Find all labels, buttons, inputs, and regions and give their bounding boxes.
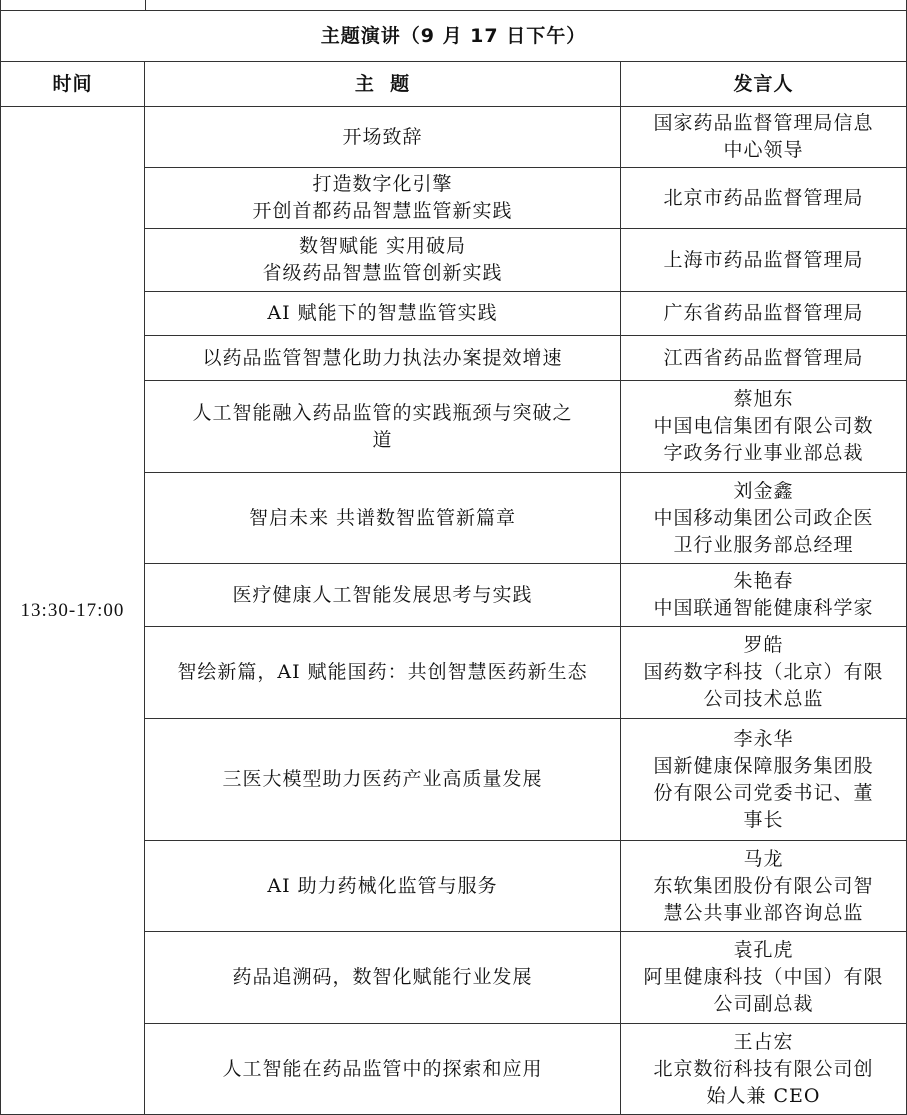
topic-cell — [145, 336, 621, 381]
speaker-name: 国家药品监督管理局信息 — [653, 112, 874, 134]
speaker-name: 袁孔虎 — [733, 939, 794, 961]
time-slot: 13:30-17:00 — [1, 107, 145, 1115]
topic-cell — [145, 719, 621, 841]
speaker-line: 中国电信集团有限公司数 — [653, 415, 874, 437]
topic-line: 药品追溯码，数智化赋能行业发展 — [232, 966, 533, 988]
topic-line: 开创首都药品智慧监管新实践 — [252, 200, 513, 222]
topic-cell — [145, 1024, 621, 1115]
topic-line: 开场致辞 — [342, 125, 423, 148]
speaker-cell — [621, 168, 907, 229]
speaker-cell — [621, 932, 907, 1024]
section-title: 主题演讲（9 月 17 日下午） — [1, 11, 907, 62]
speaker-cell — [621, 229, 907, 292]
speaker-line: 公司副总裁 — [713, 993, 814, 1015]
speaker-line: 中国联通智能健康科学家 — [653, 597, 874, 619]
speaker-name: 马龙 — [743, 847, 784, 870]
topic-line: 人工智能在药品监管中的探索和应用 — [222, 1057, 543, 1080]
speaker-line: 阿里健康科技（中国）有限 — [643, 966, 884, 988]
speaker-cell — [621, 107, 907, 168]
speaker-name: 罗皓 — [743, 634, 784, 656]
topic-cell — [145, 229, 621, 292]
speaker-name: 李永华 — [733, 727, 794, 750]
speaker-line: 国药数字科技（北京）有限 — [643, 661, 884, 683]
speaker-cell — [621, 719, 907, 841]
speaker-line: 江西省药品监督管理局 — [663, 346, 864, 369]
speaker-line: 卫行业服务部总经理 — [673, 533, 854, 556]
topic-cell — [145, 564, 621, 627]
speaker-line: 中国移动集团公司政企医 — [653, 506, 874, 529]
speaker-line: 北京数衍科技有限公司创 — [653, 1057, 874, 1080]
topic-line: 以药品监管智慧化助力执法办案提效增速 — [202, 346, 563, 369]
speaker-line: 慧公共事业部咨询总监 — [663, 901, 864, 924]
speaker-line: 字政务行业事业部总裁 — [663, 442, 864, 464]
previous-table-edge — [0, 0, 907, 10]
speaker-cell — [621, 381, 907, 473]
speaker-name: 刘金鑫 — [733, 479, 794, 502]
speaker-line: 事长 — [743, 808, 784, 831]
next-table-edge — [0, 1102, 907, 1109]
speaker-cell — [621, 292, 907, 336]
topic-cell — [145, 932, 621, 1024]
speaker-line: 东软集团股份有限公司智 — [653, 874, 874, 897]
header-speaker: 发言人 — [621, 62, 907, 107]
topic-line: 医疗健康人工智能发展思考与实践 — [232, 583, 533, 606]
topic-cell — [145, 841, 621, 932]
topic-line: 三医大模型助力医药产业高质量发展 — [222, 768, 543, 790]
topic-cell — [145, 627, 621, 719]
speaker-name: 蔡旭东 — [733, 388, 794, 410]
topic-cell — [145, 473, 621, 564]
topic-line: 打造数字化引擎 — [312, 173, 453, 195]
agenda-table — [0, 10, 907, 1115]
topic-line: 智绘新篇，AI 赋能国药：共创智慧医药新生态 — [177, 661, 588, 683]
topic-cell — [145, 168, 621, 229]
speaker-line: 份有限公司党委书记、董 — [653, 781, 874, 804]
speaker-line: 公司技术总监 — [703, 688, 824, 710]
speaker-cell — [621, 627, 907, 719]
topic-line: AI 助力药械化监管与服务 — [267, 874, 498, 897]
agenda-row — [1, 107, 907, 168]
speaker-line: 中心领导 — [723, 139, 804, 161]
topic-line: AI 赋能下的智慧监管实践 — [267, 302, 498, 324]
topic-cell — [145, 292, 621, 336]
speaker-cell — [621, 473, 907, 564]
speaker-line: 始人兼 CEO — [706, 1084, 821, 1107]
header-topic: 主 题 — [145, 62, 621, 107]
speaker-line: 上海市药品监督管理局 — [663, 248, 864, 271]
speaker-cell — [621, 564, 907, 627]
topic-line: 人工智能融入药品监管的实践瓶颈与突破之 — [192, 401, 573, 424]
topic-line: 省级药品智慧监管创新实践 — [262, 262, 503, 284]
topic-cell — [145, 107, 621, 168]
speaker-line: 国新健康保障服务集团股 — [653, 754, 874, 777]
speaker-name: 王占宏 — [733, 1030, 794, 1053]
previous-table-divider — [145, 0, 146, 10]
topic-line: 数智赋能 实用破局 — [298, 235, 467, 257]
topic-cell — [145, 381, 621, 473]
speaker-cell — [621, 336, 907, 381]
topic-line: 道 — [372, 428, 393, 451]
speaker-line: 北京市药品监督管理局 — [663, 186, 864, 209]
speaker-cell — [621, 841, 907, 932]
header-time: 时间 — [1, 62, 145, 107]
speaker-name: 朱艳春 — [733, 570, 794, 592]
speaker-cell — [621, 1024, 907, 1115]
topic-line: 智启未来 共谱数智监管新篇章 — [248, 506, 517, 529]
speaker-line: 广东省药品监督管理局 — [663, 302, 864, 324]
